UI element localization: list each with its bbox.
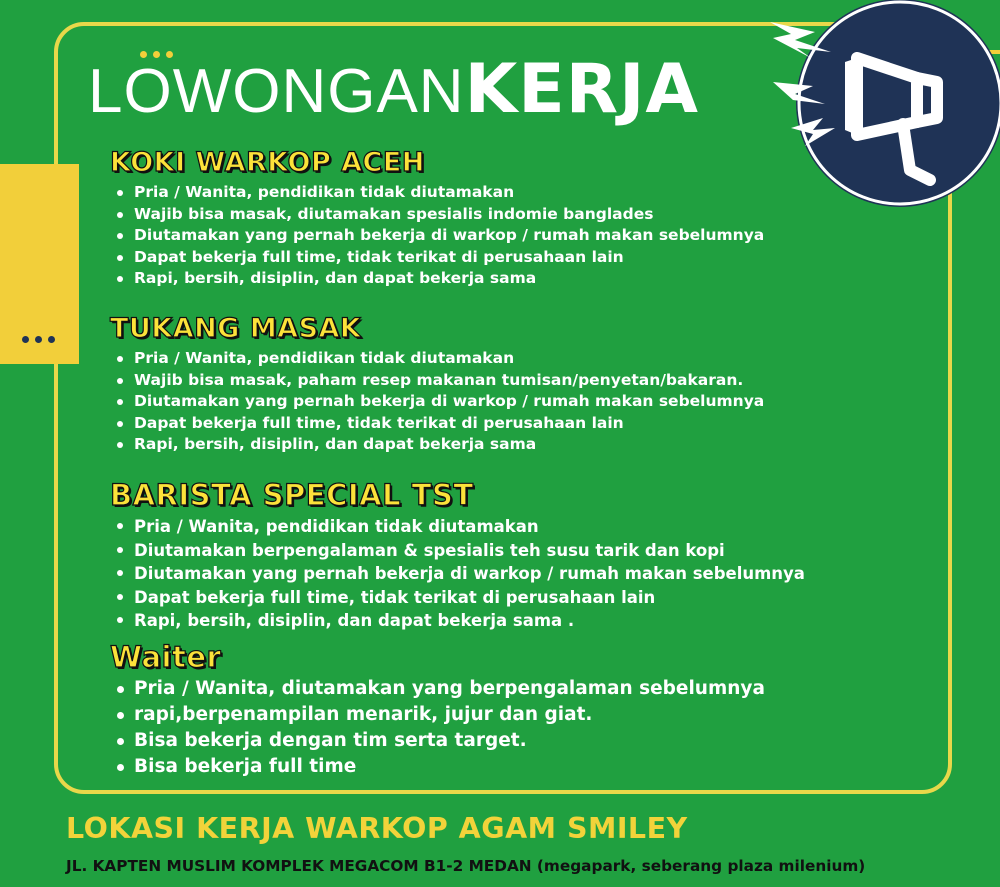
list-item: Dapat bekerja full time, tidak terikat di perusahaan lain (110, 586, 805, 610)
title-bold: KERJA (464, 50, 700, 129)
list-item: Rapi, bersih, disiplin, dan dapat bekerja sama (110, 434, 764, 456)
list-item: Wajib bisa masak, paham resep makanan tumisan/penyetan/bakaran. (110, 370, 764, 392)
list-item: Diutamakan yang pernah bekerja di warkop / rumah makan sebelumnya (110, 391, 764, 413)
job-section-barista (110, 478, 805, 633)
job-title: TUKANG MASAK (110, 313, 362, 344)
list-item: Diutamakan yang pernah bekerja di warkop / rumah makan sebelumnya (110, 562, 805, 586)
list-item: Pria / Wanita, pendidikan tidak diutamakan (110, 515, 805, 539)
list-item: Diutamakan yang pernah bekerja di warkop / rumah makan sebelumnya (110, 225, 764, 247)
megaphone-icon (765, 0, 1000, 210)
list-item: Pria / Wanita, pendidikan tidak diutamakan (110, 182, 764, 204)
list-item: Dapat bekerja full time, tidak terikat di perusahaan lain (110, 247, 764, 269)
requirement-list (110, 348, 764, 456)
job-section-tukang-masak (110, 312, 764, 456)
job-section-koki (110, 146, 764, 290)
list-item: Diutamakan berpengalaman & spesialis teh susu tarik dan kopi (110, 539, 805, 563)
location-address: JL. KAPTEN MUSLIM KOMPLEK MEGACOM B1-2 MEDAN (megapark, seberang plaza milenium) (66, 857, 866, 875)
decorative-dots-side (22, 328, 61, 347)
list-item: Rapi, bersih, disiplin, dan dapat bekerja sama (110, 268, 764, 290)
job-title: KOKI WARKOP ACEH (110, 147, 425, 178)
list-item: Rapi, bersih, disiplin, dan dapat bekerja sama . (110, 609, 805, 633)
list-item: Bisa bekerja full time (110, 754, 765, 780)
title-light: LOWONGAN (88, 57, 465, 126)
list-item: Pria / Wanita, pendidikan tidak diutamakan (110, 348, 764, 370)
job-title: Waiter (110, 640, 222, 674)
list-item: Bisa bekerja dengan tim serta target. (110, 728, 765, 754)
list-item: rapi,berpenampilan menarik, jujur dan giat. (110, 702, 765, 728)
poster-title (88, 50, 699, 130)
location-title: LOKASI KERJA WARKOP AGAM SMILEY (66, 812, 688, 845)
list-item: Dapat bekerja full time, tidak terikat di perusahaan lain (110, 413, 764, 435)
requirement-list (110, 515, 805, 633)
requirement-list (110, 676, 765, 780)
job-title: BARISTA SPECIAL TST (110, 478, 474, 512)
requirement-list (110, 182, 764, 290)
job-section-waiter (110, 640, 765, 780)
list-item: Pria / Wanita, diutamakan yang berpengalaman sebelumnya (110, 676, 765, 702)
list-item: Wajib bisa masak, diutamakan spesialis indomie banglades (110, 204, 764, 226)
